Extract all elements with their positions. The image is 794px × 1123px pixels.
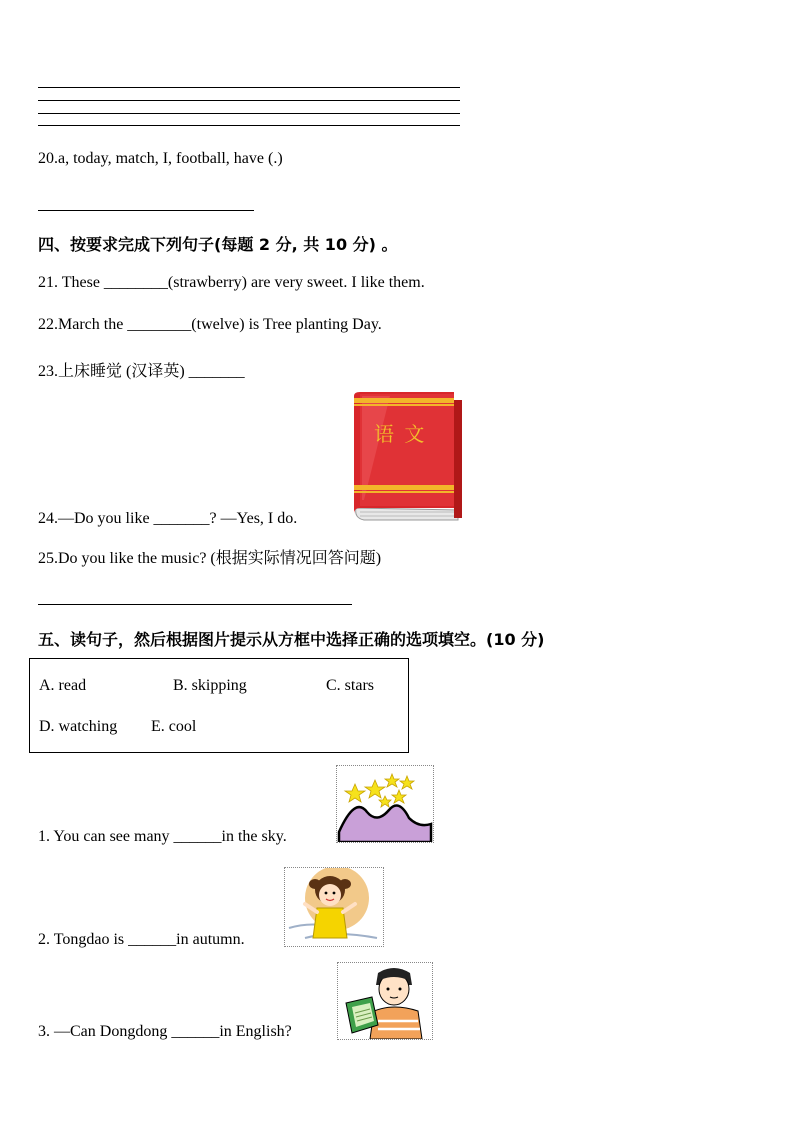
answer-line-25[interactable] <box>38 604 352 605</box>
question-22: 22.March the ________(twelve) is Tree planting Day. <box>38 316 382 333</box>
stars-mountain-picture <box>336 765 434 843</box>
question-20: 20.a, today, match, I, football, have (.) <box>38 150 283 167</box>
answer-line <box>38 113 460 114</box>
option-d: D. watching <box>39 718 118 735</box>
option-c: C. stars <box>326 677 374 694</box>
question-5-2: 2. Tongdao is ______in autumn. <box>38 931 245 948</box>
answer-line-20[interactable] <box>38 210 254 211</box>
chinese-book-picture <box>350 390 466 524</box>
section-4-heading: 四、按要求完成下列句子(每题 2 分, 共 10 分) 。 <box>38 235 398 254</box>
option-e: E. cool <box>151 718 197 735</box>
answer-line <box>38 125 460 126</box>
section-5-heading: 五、读句子，然后根据图片提示从方框中选择正确的选项填空。(10 分) <box>38 630 545 649</box>
answer-line <box>38 87 460 88</box>
question-5-3: 3. —Can Dongdong ______in English? <box>38 1023 292 1040</box>
boy-reading-picture <box>337 962 433 1040</box>
option-a: A. read <box>39 677 87 694</box>
book-title: 语 文 <box>374 422 427 446</box>
question-23: 23.上床睡觉 (汉译英) _______ <box>38 363 245 380</box>
question-24: 24.—Do you like _______? —Yes, I do. <box>38 510 298 527</box>
options-box <box>29 658 409 753</box>
question-21: 21. These ________(strawberry) are very sweet. I like them. <box>38 274 425 291</box>
answer-line <box>38 100 460 101</box>
question-25: 25.Do you like the music? (根据实际情况回答问题) <box>38 550 382 567</box>
question-5-1: 1. You can see many ______in the sky. <box>38 828 287 845</box>
girl-cool-picture <box>284 867 384 947</box>
option-b: B. skipping <box>173 677 247 694</box>
